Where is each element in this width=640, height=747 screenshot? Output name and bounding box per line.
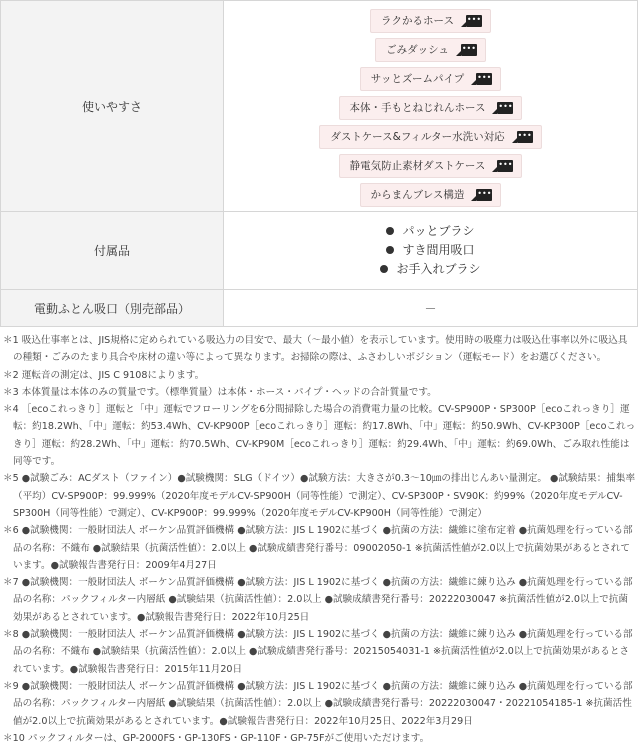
feature-tag[interactable]: からまんブレス構造 ••• bbox=[360, 183, 502, 207]
table-row bbox=[1, 212, 638, 290]
row-label: 使いやすさ bbox=[1, 1, 224, 212]
speech-bubble-icon: ••• bbox=[466, 15, 482, 27]
speech-bubble-icon: ••• bbox=[497, 102, 513, 114]
speech-bubble-icon: ••• bbox=[497, 160, 513, 172]
row-label: 付属品 bbox=[1, 212, 224, 290]
feature-tag[interactable]: ダストケース&フィルター水洗い対応 ••• bbox=[319, 125, 541, 149]
row-label: 電動ふとん吸口（別売部品） bbox=[1, 290, 224, 327]
speech-bubble-icon: ••• bbox=[476, 189, 492, 201]
footnote: ＊1 吸込仕事率とは、JIS規格に定められている吸込力の目安で、最大（～最小値）を表示しています。使用時の吸塵力は吸込仕事率以外に吸込具の種類・ごみのたまり具合や床材の違い等によって異なります。お掃除の際は、ふさわしいポジション（運転モード）をお選びください。 bbox=[3, 335, 628, 364]
footnote: ＊8 ●試験機関：一般財団法人 ボーケン品質評価機構 ●試験方法：JIS L 1902に基づく ●抗菌の方法：繊維に練り込み ●抗菌処理を行っている部品の名称：不織布 ●試験結果（抗菌活性値）：2.0以上 ●試験成績書発行番号：20215054031-1 ※抗菌活性値が2.0以上で抗菌効果があるとされています。●試験報告書発行日：2015年11月20日 bbox=[3, 629, 633, 675]
feature-tag[interactable]: 本体・手もとねじれんホース ••• bbox=[339, 96, 523, 120]
footnote: ＊5 ●試験ごみ：ACダスト（ファイン）●試験機関：SLG（ドイツ）●試験方法：大きさが0.3～10㎛の排出じんあい量測定。 ●試験結果：捕集率（平均）CV-SP900P：99.999%（2020年度モデルCV-SP900H（同等性能）で測定）、CV-SP300P・SV90K：約99%（2020年度モデルCV-SP300H（同等性能）で測定）、CV-KP900P：99.999%（2020年度モデルCV-KP900H（同等性能）で測定） bbox=[3, 473, 636, 519]
footnote: ＊9 ●試験機関：一般財団法人 ボーケン品質評価機構 ●試験方法：JIS L 1902に基づく ●抗菌の方法：繊維に練り込み ●抗菌処理を行っている部品の名称：パックフィルター内層紙 ●試験結果（抗菌活性値）：2.0以上 ●試験成績書発行番号：20222030047・20221054185-1 ※抗菌活性値が2.0以上で抗菌効果があるとされています。●試験報告書発行日：2022年10月25日、2022年3月29日 bbox=[3, 680, 633, 727]
footnote: ＊2 運転音の測定は、JIS C 9108によります。 bbox=[3, 369, 205, 381]
speech-bubble-icon: ••• bbox=[476, 73, 492, 85]
footnote: ＊7 ●試験機関：一般財団法人 ボーケン品質評価機構 ●試験方法：JIS L 1902に基づく ●抗菌の方法：繊維に練り込み ●抗菌処理を行っている部品の名称：パックフィルター内層紙 ●試験結果（抗菌活性値）：2.0以上 ●試験成績書発行番号：20222030047 ※抗菌活性値が2.0以上で抗菌効果があるとされています。●試験報告書発行日：2022年10月25日 bbox=[3, 577, 633, 623]
accessory-list bbox=[224, 212, 638, 290]
speech-bubble-icon: ••• bbox=[461, 44, 477, 56]
footnotes bbox=[0, 327, 640, 747]
footnote: ＊10 パックフィルターは、GP-2000FS・GP-130FS・GP-110F・GP-75Fがご使用いただけます。 bbox=[3, 732, 430, 744]
table-row bbox=[1, 1, 638, 212]
table-row bbox=[1, 290, 638, 327]
row-value: － bbox=[224, 290, 638, 327]
feature-tags bbox=[224, 2, 637, 211]
footnote: ＊3 本体質量は本体のみの質量です。（標準質量）は本体・ホース・パイプ・ヘッドの合計質量です。 bbox=[3, 386, 437, 398]
bullet-icon bbox=[380, 265, 388, 273]
feature-tag[interactable]: サッとズームパイプ ••• bbox=[360, 67, 501, 91]
feature-tag[interactable]: ごみダッシュ ••• bbox=[375, 38, 486, 62]
feature-tag[interactable]: ラクかるホース ••• bbox=[370, 9, 491, 33]
spec-table bbox=[0, 0, 638, 327]
footnote: ＊4 ［ecoこれっきり］運転と「中」運転でフローリングを6分間掃除した場合の消費電力量の比較。CV-SP900P・SP300P［ecoこれっきり］運転：約18.2Wh、「中」運転：約53.4Wh、CV-KP900P［ecoこれっきり］運転：約17.8Wh、「中」運転：約50.9Wh、CV-KP300P［ecoこれっきり］運転：約28.2Wh、「中」運転：約70.5Wh、CV-KP90M［ecoこれっきり］運転：約29.4Wh、「中」運転：約69.0Wh、ごみ取れ性能は同等です。 bbox=[3, 404, 636, 468]
list-item: パッとブラシ bbox=[224, 222, 637, 241]
list-item: すき間用吸口 bbox=[224, 241, 637, 260]
bullet-icon bbox=[386, 227, 394, 235]
bullet-icon bbox=[386, 246, 394, 254]
list-item: お手入れブラシ bbox=[224, 260, 637, 279]
footnote: ＊6 ●試験機関：一般財団法人 ボーケン品質評価機構 ●試験方法：JIS L 1902に基づく ●抗菌の方法：繊維に塗布定着 ●抗菌処理を行っている部品の名称：不織布 ●試験結果（抗菌活性値）：2.0以上 ●試験成績書発行番号：09002050-1 ※抗菌活性値が2.0以上で抗菌効果があるとされています。●試験報告書発行日：2009年4月27日 bbox=[3, 525, 633, 571]
feature-tag[interactable]: 静電気防止素材ダストケース ••• bbox=[339, 154, 523, 178]
speech-bubble-icon: ••• bbox=[517, 131, 533, 143]
